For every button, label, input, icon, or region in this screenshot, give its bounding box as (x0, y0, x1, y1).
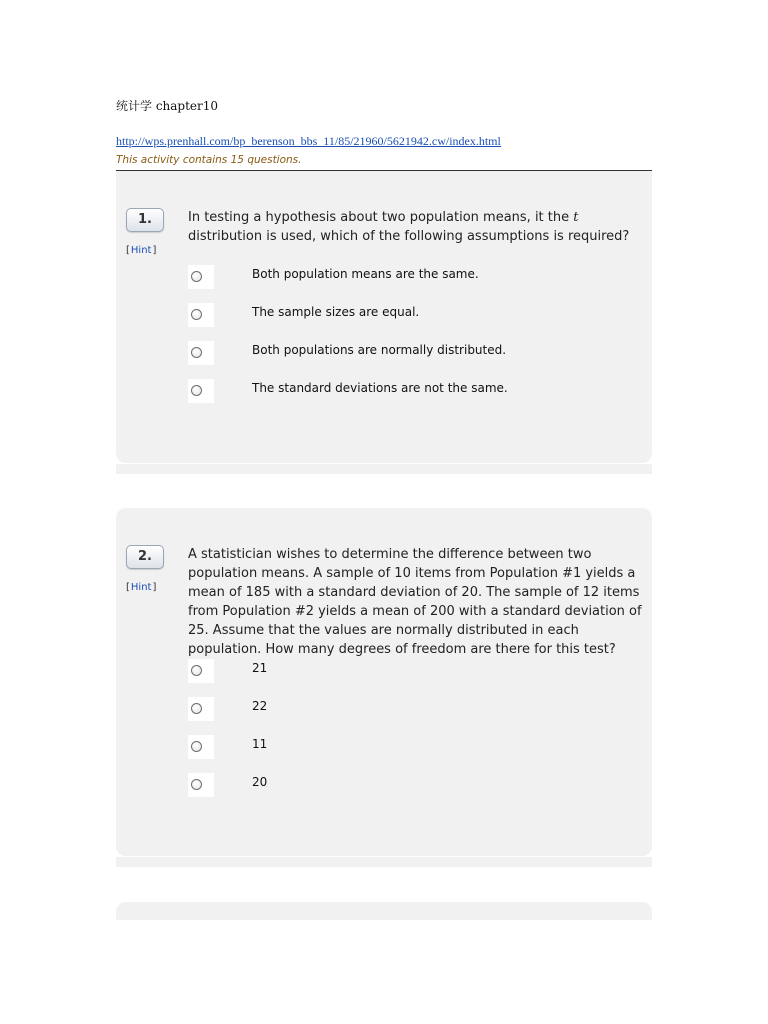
radio-button[interactable] (191, 665, 202, 676)
hint-label[interactable]: Hint (130, 582, 152, 593)
radio-cell (188, 773, 214, 797)
question-text (188, 208, 644, 246)
question-card-1 (116, 171, 652, 463)
radio-button[interactable] (191, 779, 202, 790)
radio-button[interactable] (191, 271, 202, 282)
answer-option[interactable] (188, 773, 628, 797)
radio-button[interactable] (191, 741, 202, 752)
radio-cell (188, 735, 214, 759)
option-label: 22 (252, 699, 268, 713)
answer-option[interactable] (188, 341, 628, 365)
radio-button[interactable] (191, 347, 202, 358)
question-card-2 (116, 508, 652, 856)
hint-bracket-close: ] (152, 582, 157, 593)
radio-cell (188, 379, 214, 403)
answer-option[interactable] (188, 735, 628, 759)
radio-cell (188, 265, 214, 289)
hint-label[interactable]: Hint (130, 245, 152, 256)
answer-option[interactable] (188, 379, 628, 403)
radio-cell (188, 659, 214, 683)
question-card-3-partial (116, 902, 652, 920)
question-number-badge: 2. (126, 545, 164, 569)
hint-bracket-open: [ (126, 245, 130, 256)
option-label: 11 (252, 737, 268, 751)
option-label: 21 (252, 661, 268, 675)
hint-link[interactable] (126, 582, 156, 593)
question-number-badge: 1. (126, 208, 164, 232)
question-text: A statistician wishes to determine the difference between two population means. A sample of 10 items from Population #1 yields a mean of 185 with a standard deviation of 20. The sample of 12 items from Population #2 yields a mean of 200 with a standard deviation of 25. Assume that the values are normally distributed in each population. How many degrees of freedom are there for this test? (188, 547, 642, 657)
hint-bracket-open: [ (126, 582, 130, 593)
activity-note: This activity contains 15 questions. (116, 154, 302, 166)
question-text-before: In testing a hypothesis about two population means, it the (188, 210, 574, 225)
hint-link[interactable] (126, 245, 156, 256)
card-separator-strip (116, 464, 652, 474)
card-separator-strip (116, 857, 652, 867)
option-label: Both population means are the same. (252, 267, 479, 281)
radio-button[interactable] (191, 309, 202, 320)
option-label: Both populations are normally distributed. (252, 343, 507, 357)
answer-option[interactable] (188, 697, 628, 721)
radio-cell (188, 697, 214, 721)
question-text-italic: t (573, 210, 579, 225)
option-label: 20 (252, 775, 268, 789)
question-text-after: distribution is used, which of the following assumptions is required? (188, 229, 630, 244)
radio-button[interactable] (191, 385, 202, 396)
hint-bracket-close: ] (152, 245, 157, 256)
document-title: 统计学 chapter10 (116, 99, 219, 113)
option-label: The standard deviations are not the same. (252, 381, 508, 395)
radio-cell (188, 303, 214, 327)
source-url-link[interactable]: http://wps.prenhall.com/bp_berenson_bbs_11/85/21960/5621942.cw/index.html (116, 134, 501, 148)
option-label: The sample sizes are equal. (252, 305, 420, 319)
radio-button[interactable] (191, 703, 202, 714)
answer-option[interactable] (188, 659, 628, 683)
answer-option[interactable] (188, 303, 628, 327)
radio-cell (188, 341, 214, 365)
answer-option[interactable] (188, 265, 628, 289)
